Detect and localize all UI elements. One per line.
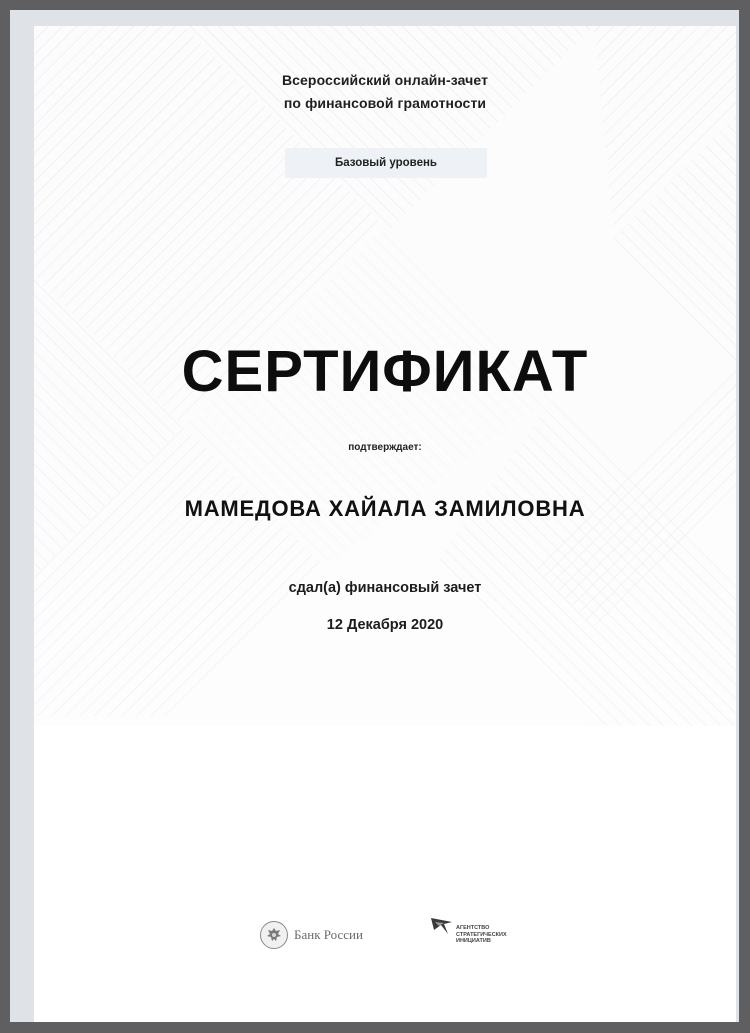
asi-name — [456, 916, 507, 945]
level-badge: Базовый уровень — [285, 148, 487, 178]
bank-name: Банк России — [294, 927, 363, 942]
statement-text: сдал(а) финансовый зачет — [288, 580, 482, 596]
header-line-2: по финансовой грамотности — [283, 95, 487, 111]
certificate-title: СЕРТИФИКАТ — [181, 339, 589, 404]
certificate-content — [34, 26, 736, 1022]
confirms-label: подтверждает: — [348, 442, 422, 453]
asi-line-1: АГЕНТСТВО — [456, 925, 490, 931]
document-viewer-frame — [10, 10, 739, 1022]
header-line-1: Всероссийский онлайн-зачет — [281, 72, 489, 88]
recipient-name: МАМЕДОВА ХАЙАЛА ЗАМИЛОВНА — [184, 496, 586, 521]
asi-line-3: ИНИЦИАТИВ — [456, 938, 491, 944]
certificate-date: 12 Декабря 2020 — [326, 617, 444, 633]
asi-arrow-icon — [430, 916, 454, 943]
asi-logo — [430, 916, 507, 952]
eagle-emblem-icon — [260, 921, 288, 949]
bank-of-russia-logo — [260, 920, 363, 950]
asi-line-2: СТРАТЕГИЧЕСКИХ — [456, 931, 507, 938]
certificate-page — [34, 26, 736, 1022]
